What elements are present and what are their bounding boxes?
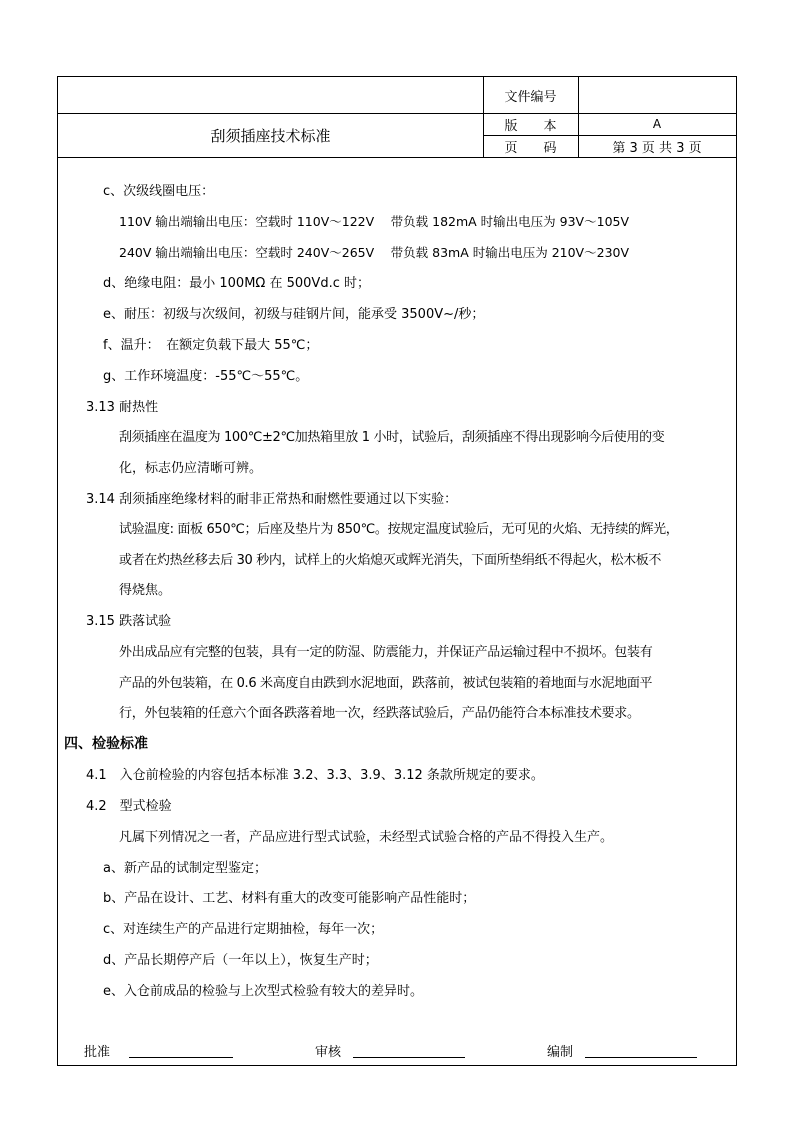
- section-3-14-title: 3.14 刮须插座绝缘材料的耐非正常热和耐燃性要通过以下实验：: [86, 492, 458, 507]
- section-3-15-line2: 产品的外包装箱，在 0.6 米高度自由跌到水泥地面，跌落前，被试包装箱的着地面与水泥地面平: [119, 676, 653, 691]
- section-4-2-item-b: b、产品在设计、工艺、材料有重大的改变可能影响产品性能时；: [103, 891, 476, 906]
- section-3-15-title: 3.15 跌落试验: [86, 614, 172, 629]
- version-value: A: [652, 117, 662, 131]
- document-title: 刮须插座技术标准: [210, 126, 331, 145]
- section-3-14-line2: 或者在灼热丝移去后 30 秒内，试样上的火焰熄灭或辉光消失，下面所垫绢纸不得起火，松木板不: [119, 553, 662, 568]
- page-label: 页 码: [504, 140, 557, 156]
- doc-number-value: [578, 77, 736, 113]
- section-4-heading: 四、检验标准: [64, 736, 148, 752]
- approve-signature-line: [129, 1057, 233, 1058]
- page-number: 第 3 页 共 3 页: [612, 140, 702, 156]
- section-3-15-line3: 行，外包装箱的任意六个面各跌落着地一次，经跌落试验后，产品仍能符合本标准技术要求。: [119, 706, 640, 721]
- header-table: [58, 77, 736, 158]
- section-4-2-title: 4.2 型式检验: [86, 799, 172, 814]
- review-signature-line: [353, 1057, 465, 1058]
- section-3-13-line1: 刮须插座在温度为 100℃±2℃加热箱里放 1 小时，试验后，刮须插座不得出现影响今后使用的变: [119, 430, 665, 445]
- item-c-line2: 240V 输出端输出电压：空载时 240V～265V 带负载 83mA 时输出电压为 210V～230V: [119, 245, 630, 260]
- section-3-14-line1: 试验温度: 面板 650℃；后座及垫片为 850℃。按规定温度试验后，无可见的火焰、无持续的辉光，: [119, 522, 679, 537]
- section-4-2-item-a: a、新产品的试制定型鉴定；: [103, 861, 267, 876]
- section-4-2-item-e: e、入仓前成品的检验与上次型式检验有较大的差异时。: [103, 984, 423, 999]
- compile-label: 编制: [547, 1045, 574, 1060]
- section-3-13-title: 3.13 耐热性: [86, 400, 159, 415]
- item-f: f、温升： 在额定负载下最大 55℃；: [103, 338, 319, 353]
- section-4-2-intro: 凡属下列情况之一者，产品应进行型式试验，未经型式试验合格的产品不得投入生产。: [119, 830, 614, 845]
- version-label: 版 本: [504, 118, 557, 134]
- item-d: d、绝缘电阻：最小 100MΩ 在 500Vd.c 时；: [103, 276, 370, 291]
- item-e: e、耐压：初级与次级间，初级与硅钢片间，能承受 3500V~/秒；: [103, 307, 485, 322]
- review-label: 审核: [315, 1045, 342, 1060]
- section-3-14-line3: 得烧焦。: [119, 583, 172, 598]
- section-4-2-item-c: c、对连续生产的产品进行定期抽检，每年一次；: [103, 922, 384, 937]
- section-4-2-item-d: d、产品长期停产后（一年以上），恢复生产时；: [103, 953, 378, 968]
- section-4-1: 4.1 入仓前检验的内容包括本标准 3.2、3.3、3.9、3.12 条款所规定的要求。: [86, 768, 544, 783]
- doc-number-label: 文件编号: [504, 89, 557, 105]
- compile-signature-line: [585, 1057, 697, 1058]
- section-3-13-line2: 化，标志仍应清晰可辨。: [119, 461, 263, 476]
- section-3-15-line1: 外出成品应有完整的包装，具有一定的防湿、防震能力，并保证产品运输过程中不损坏。包装有: [119, 645, 653, 660]
- item-c-line1: 110V 输出端输出电压：空载时 110V～122V 带负载 182mA 时输出电压为 93V～105V: [119, 214, 630, 229]
- item-c-title: c、次级线圈电压：: [103, 184, 215, 199]
- item-g: g、工作环境温度：-55℃～55℃。: [103, 369, 309, 384]
- approve-label: 批准: [84, 1045, 111, 1060]
